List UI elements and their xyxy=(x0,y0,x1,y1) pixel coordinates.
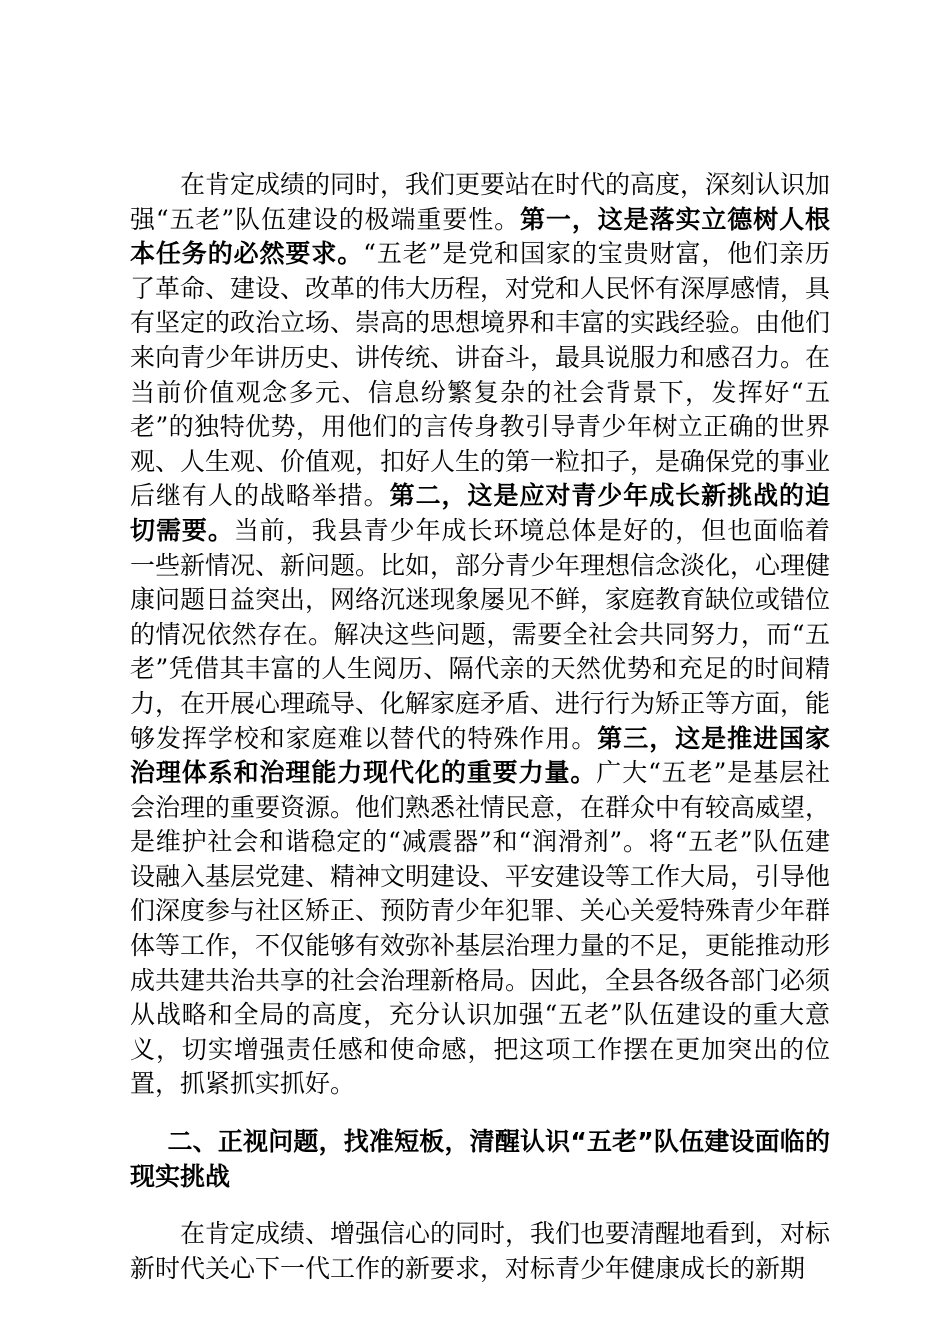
paragraph-text: “五老”是党和国家的宝贵财富，他们亲历了革命、建设、改革的伟大历程，对党和人民怀有深厚感情，具有坚定的政治立场、崇高的思想境界和丰富的实践经验。由他们来向青少年讲历史、讲传统、讲奋斗，最具说服力和感召力。在当前价值观念多元、信息纷繁复杂的社会背景下，发挥好“五老”的独特优势，用他们的言传身教引导青少年树立正确的世界观、人生观、价值观，扣好人生的第一粒扣子，是确保党的事业后继有人的战略举措。 xyxy=(130,239,831,511)
body-paragraph xyxy=(130,168,830,1102)
document-page xyxy=(130,168,830,1286)
paragraph-text: 当前，我县青少年成长环境总体是好的，但也面临着一些新情况、新问题。比如，部分青少年理想信念淡化，心理健康问题日益突出，网络沉迷现象屡见不鲜，家庭教育缺位或错位的情况依然存在。解决这些问题，需要全社会共同努力，而“五老”凭借其丰富的人生阅历、隔代亲的天然优势和充足的时间精力，在开展心理疏导、化解家庭矛盾、进行行为矫正等方面，能够发挥学校和家庭难以替代的特殊作用。 xyxy=(130,515,831,753)
bold-point-first: 第一，这是落实立德树人根本任务的必然要求。 xyxy=(130,204,830,269)
paragraph-text: 在肯定成绩的同时，我们更要站在时代的高度，深刻认识加强“五老”队伍建设的极端重要性。 xyxy=(130,170,831,234)
paragraph-text: 广大“五老”是基层社会治理的重要资源。他们熟悉社情民意，在群众中有较高威望，是维护社会和谐稳定的“减震器”和“润滑剂”。将“五老”队伍建设融入基层党建、精神文明建设、平安建设等工作大局，引导他们深度参与社区矫正、预防青少年犯罪、关心关爱特殊青少年群体等工作，不仅能够有效弥补基层治理力量的不足，更能推动形成共建共治共享的社会治理新格局。因此，全县各级各部门必须从战略和全局的高度，充分认识加强“五老”队伍建设的重大意义，切实增强责任感和使命感，把这项工作摆在更加突出的位置，抓紧抓实抓好。 xyxy=(130,758,831,1099)
body-paragraph: 在肯定成绩、增强信心的同时，我们也要清醒地看到，对标新时代关心下一代工作的新要求，对标青少年健康成长的新期 xyxy=(130,1219,831,1283)
bold-point-third: 第三，这是推进国家治理体系和治理能力现代化的重要力量。 xyxy=(130,723,830,788)
bold-point-second: 第二，这是应对青少年成长新挑战的迫切需要。 xyxy=(130,481,830,545)
section-heading: 二、正视问题，找准短板，清醒认识“五老”队伍建设面临的现实挑战 xyxy=(130,1127,830,1191)
